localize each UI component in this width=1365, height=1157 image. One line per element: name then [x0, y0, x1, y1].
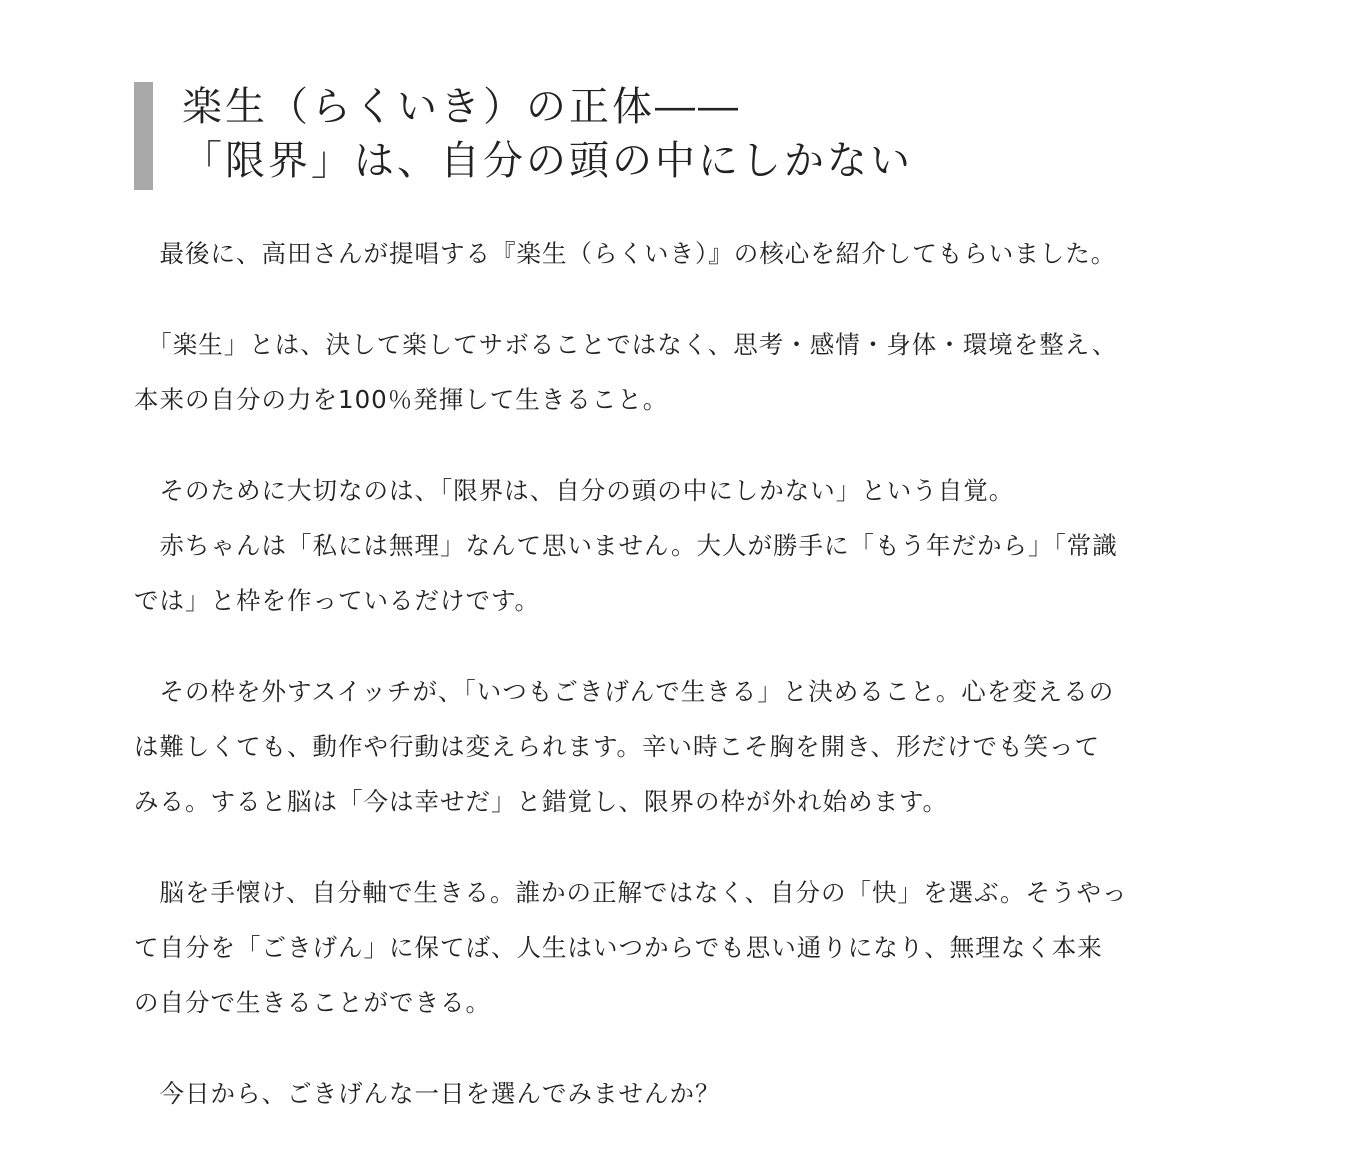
- paragraph-line: その枠を外すスイッチが、「いつもごきげんで生きる」と決めること。心を変えるの: [134, 677, 1115, 706]
- paragraph-line: 本来の自分の力を100％発揮して生きること。: [134, 385, 669, 414]
- heading-line-2: 「限界」は、自分の頭の中にしかない: [182, 138, 913, 184]
- paragraph-line: 赤ちゃんは「私には無理」なんて思いません。大人が勝手に「もう年だから」「常識: [134, 531, 1118, 560]
- paragraph-1: [134, 226, 1234, 281]
- paragraph-line: 最後に、高田さんが提唱する『楽生（らくいき）』の核心を紹介してもらいました。: [134, 239, 1117, 268]
- article: [134, 80, 1234, 1157]
- paragraph-4: [134, 664, 1234, 829]
- paragraph-line: は難しくても、動作や行動は変えられます。辛い時こそ胸を開き、形だけでも笑って: [134, 732, 1101, 761]
- heading-line-1: 楽生（らくいき）の正体――: [182, 84, 741, 130]
- section-heading: [134, 80, 1234, 188]
- paragraph-6: [134, 1066, 1234, 1121]
- paragraph-line: 「楽生」とは、決して楽してサボることではなく、思考・感情・身体・環境を整え、: [134, 330, 1118, 359]
- paragraph-2: [134, 317, 1234, 427]
- paragraph-5: [134, 865, 1234, 1030]
- paragraph-line: では」と枠を作っているだけです。: [134, 586, 541, 615]
- paragraph-line: 脳を手懐け、自分軸で生きる。誰かの正解ではなく、自分の「快」を選ぶ。そうやっ: [134, 878, 1128, 907]
- paragraph-line: みる。すると脳は「今は幸せだ」と錯覚し、限界の枠が外れ始めます。: [134, 787, 949, 816]
- heading-accent-bar: [134, 82, 153, 190]
- paragraph-line: の自分で生きることができる。: [134, 988, 491, 1017]
- paragraph-3: [134, 463, 1234, 628]
- paragraph-line: て自分を「ごきげん」に保てば、人生はいつからでも思い通りになり、無理なく本来: [134, 933, 1103, 962]
- paragraph-line: そのために大切なのは、「限界は、自分の頭の中にしかない」という自覚。: [134, 476, 1015, 505]
- paragraph-line: 今日から、ごきげんな一日を選んでみませんか？: [134, 1079, 721, 1108]
